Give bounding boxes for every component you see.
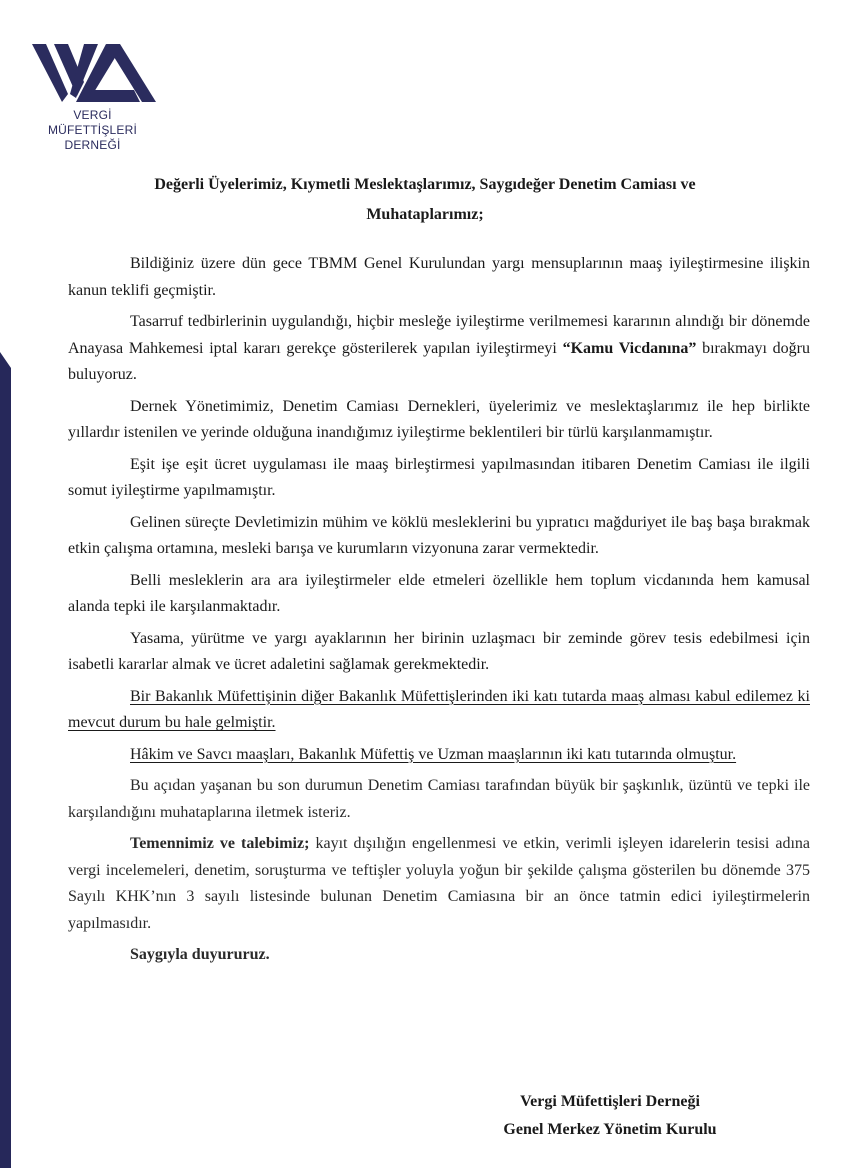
- request-label: Temennimiz ve talebimiz;: [130, 835, 310, 852]
- logo-text: [30, 108, 155, 153]
- paragraph-2-start: Tasarruf tedbirlerinin uygulandığı, hiçbir mesleğe iyileştirme verilmemesi kararının alındığı bir dönemde Anayasa Mahkemesi iptal kararı gerekçe gösterilerek yapılan iyileştirmeyi: [68, 313, 810, 357]
- left-edge-accent-bar: [0, 368, 11, 1168]
- paragraph-10: Bu açıdan yaşanan bu son durumun Denetim Camiası tarafından büyük bir şaşkınlık, üzüntü ve tepki ile karşılandığını muhataplarına iletmek isteriz.: [68, 777, 810, 821]
- paragraph-2-end: bırakmayı doğru buluyoruz.: [68, 339, 811, 383]
- paragraph-2: [68, 309, 810, 389]
- paragraph-9-text: Hâkim ve Savcı maaşları, Bakanlık Müfettiş ve Uzman maaşlarının iki katı tutarında olmuştur.: [130, 745, 737, 763]
- salutation-line1: Değerli Üyelerimiz, Kıymetli Meslektaşlarımız, Saygıdeğer Denetim Camiası ve: [154, 176, 696, 193]
- paragraph-5: Gelinen süreçte Devletimizin mühim ve köklü mesleklerini bu yıpratıcı mağduriyet ile baş başa bırakmak etkin çalışma ortamına, mesleki barışa ve kurumların vizyonuna zarar vermektedir.: [68, 513, 810, 557]
- signature-board: Genel Merkez Yönetim Kurulu: [503, 1121, 717, 1138]
- paragraph-8-underlined: [68, 684, 810, 737]
- paragraph-3: Dernek Yönetimimiz, Denetim Camiası Dernekleri, üyelerimiz ve meslektaşlarımız ile hep birlikte yıllardır istenilen ve yerinde olduğuna inandığımız iyileştirme beklentileri bir türlü karşılanmamıştır.: [68, 397, 810, 441]
- signature-block: [470, 1088, 750, 1144]
- paragraph-1: Bildiğiniz üzere dün gece TBMM Genel Kurulundan yargı mensuplarının maaş iyileştirmesine ilişkin kanun teklifi geçmiştir.: [68, 255, 810, 299]
- paragraph-4: Eşit işe eşit ücret uygulaması ile maaş birleştirmesi yapılmasından itibaren Denetim Camiası ile ilgili somut iyileştirme yapılmamıştır.: [68, 455, 810, 499]
- logo-org-line2: DERNEĞİ: [64, 138, 121, 152]
- vmd-logo-mark-icon: [30, 42, 158, 104]
- salutation-line2: Muhataplarımız;: [366, 206, 484, 223]
- request-text: kayıt dışılığın engellenmesi ve etkin, verimli işleyen idarelerin tesisi adına vergi incelemeleri, denetim, soruşturma ve teftişler yoluyla yoğun bir şekilde çalışma gösterilen bu dönemde 375 Sayılı KHK’nın 3 sayılı listesinde bulunan Denetim Camiasına bir an önce tatmin edici iyileştirmelerin yapılmasıdır.: [68, 835, 811, 932]
- closing-line: Saygıyla duyururuz.: [130, 946, 270, 963]
- logo-org-line1: VERGİ MÜFETTİŞLERİ: [47, 108, 138, 137]
- paragraph-9-underlined: [68, 742, 810, 769]
- signature-org: Vergi Müfettişleri Derneği: [520, 1093, 700, 1110]
- left-edge-accent-cap: [0, 352, 11, 368]
- paragraph-7: Yasama, yürütme ve yargı ayaklarının her birinin uzlaşmacı bir zeminde görev tesis edebilmesi için isabetli kararlar almak ve ücret adaletini sağlamak gerekmektedir.: [68, 629, 810, 673]
- paragraph-8-text: Bir Bakanlık Müfettişinin diğer Bakanlık Müfettişlerinden iki katı tutarda maaş alması kabul edilemez ki mevcut durum bu hale gelmiştir.: [68, 687, 810, 731]
- paragraph-11: [68, 831, 810, 937]
- letter-body: [68, 251, 810, 974]
- kamu-vicdani-emphasis: “Kamu Vicdanına”: [562, 339, 697, 357]
- organization-logo: [30, 42, 170, 153]
- paragraph-6: Belli mesleklerin ara ara iyileştirmeler elde etmeleri özellikle hem toplum vicdanında hem kamusal alanda tepki ile karşılanmaktadır.: [68, 571, 810, 615]
- letter-salutation: [60, 170, 790, 230]
